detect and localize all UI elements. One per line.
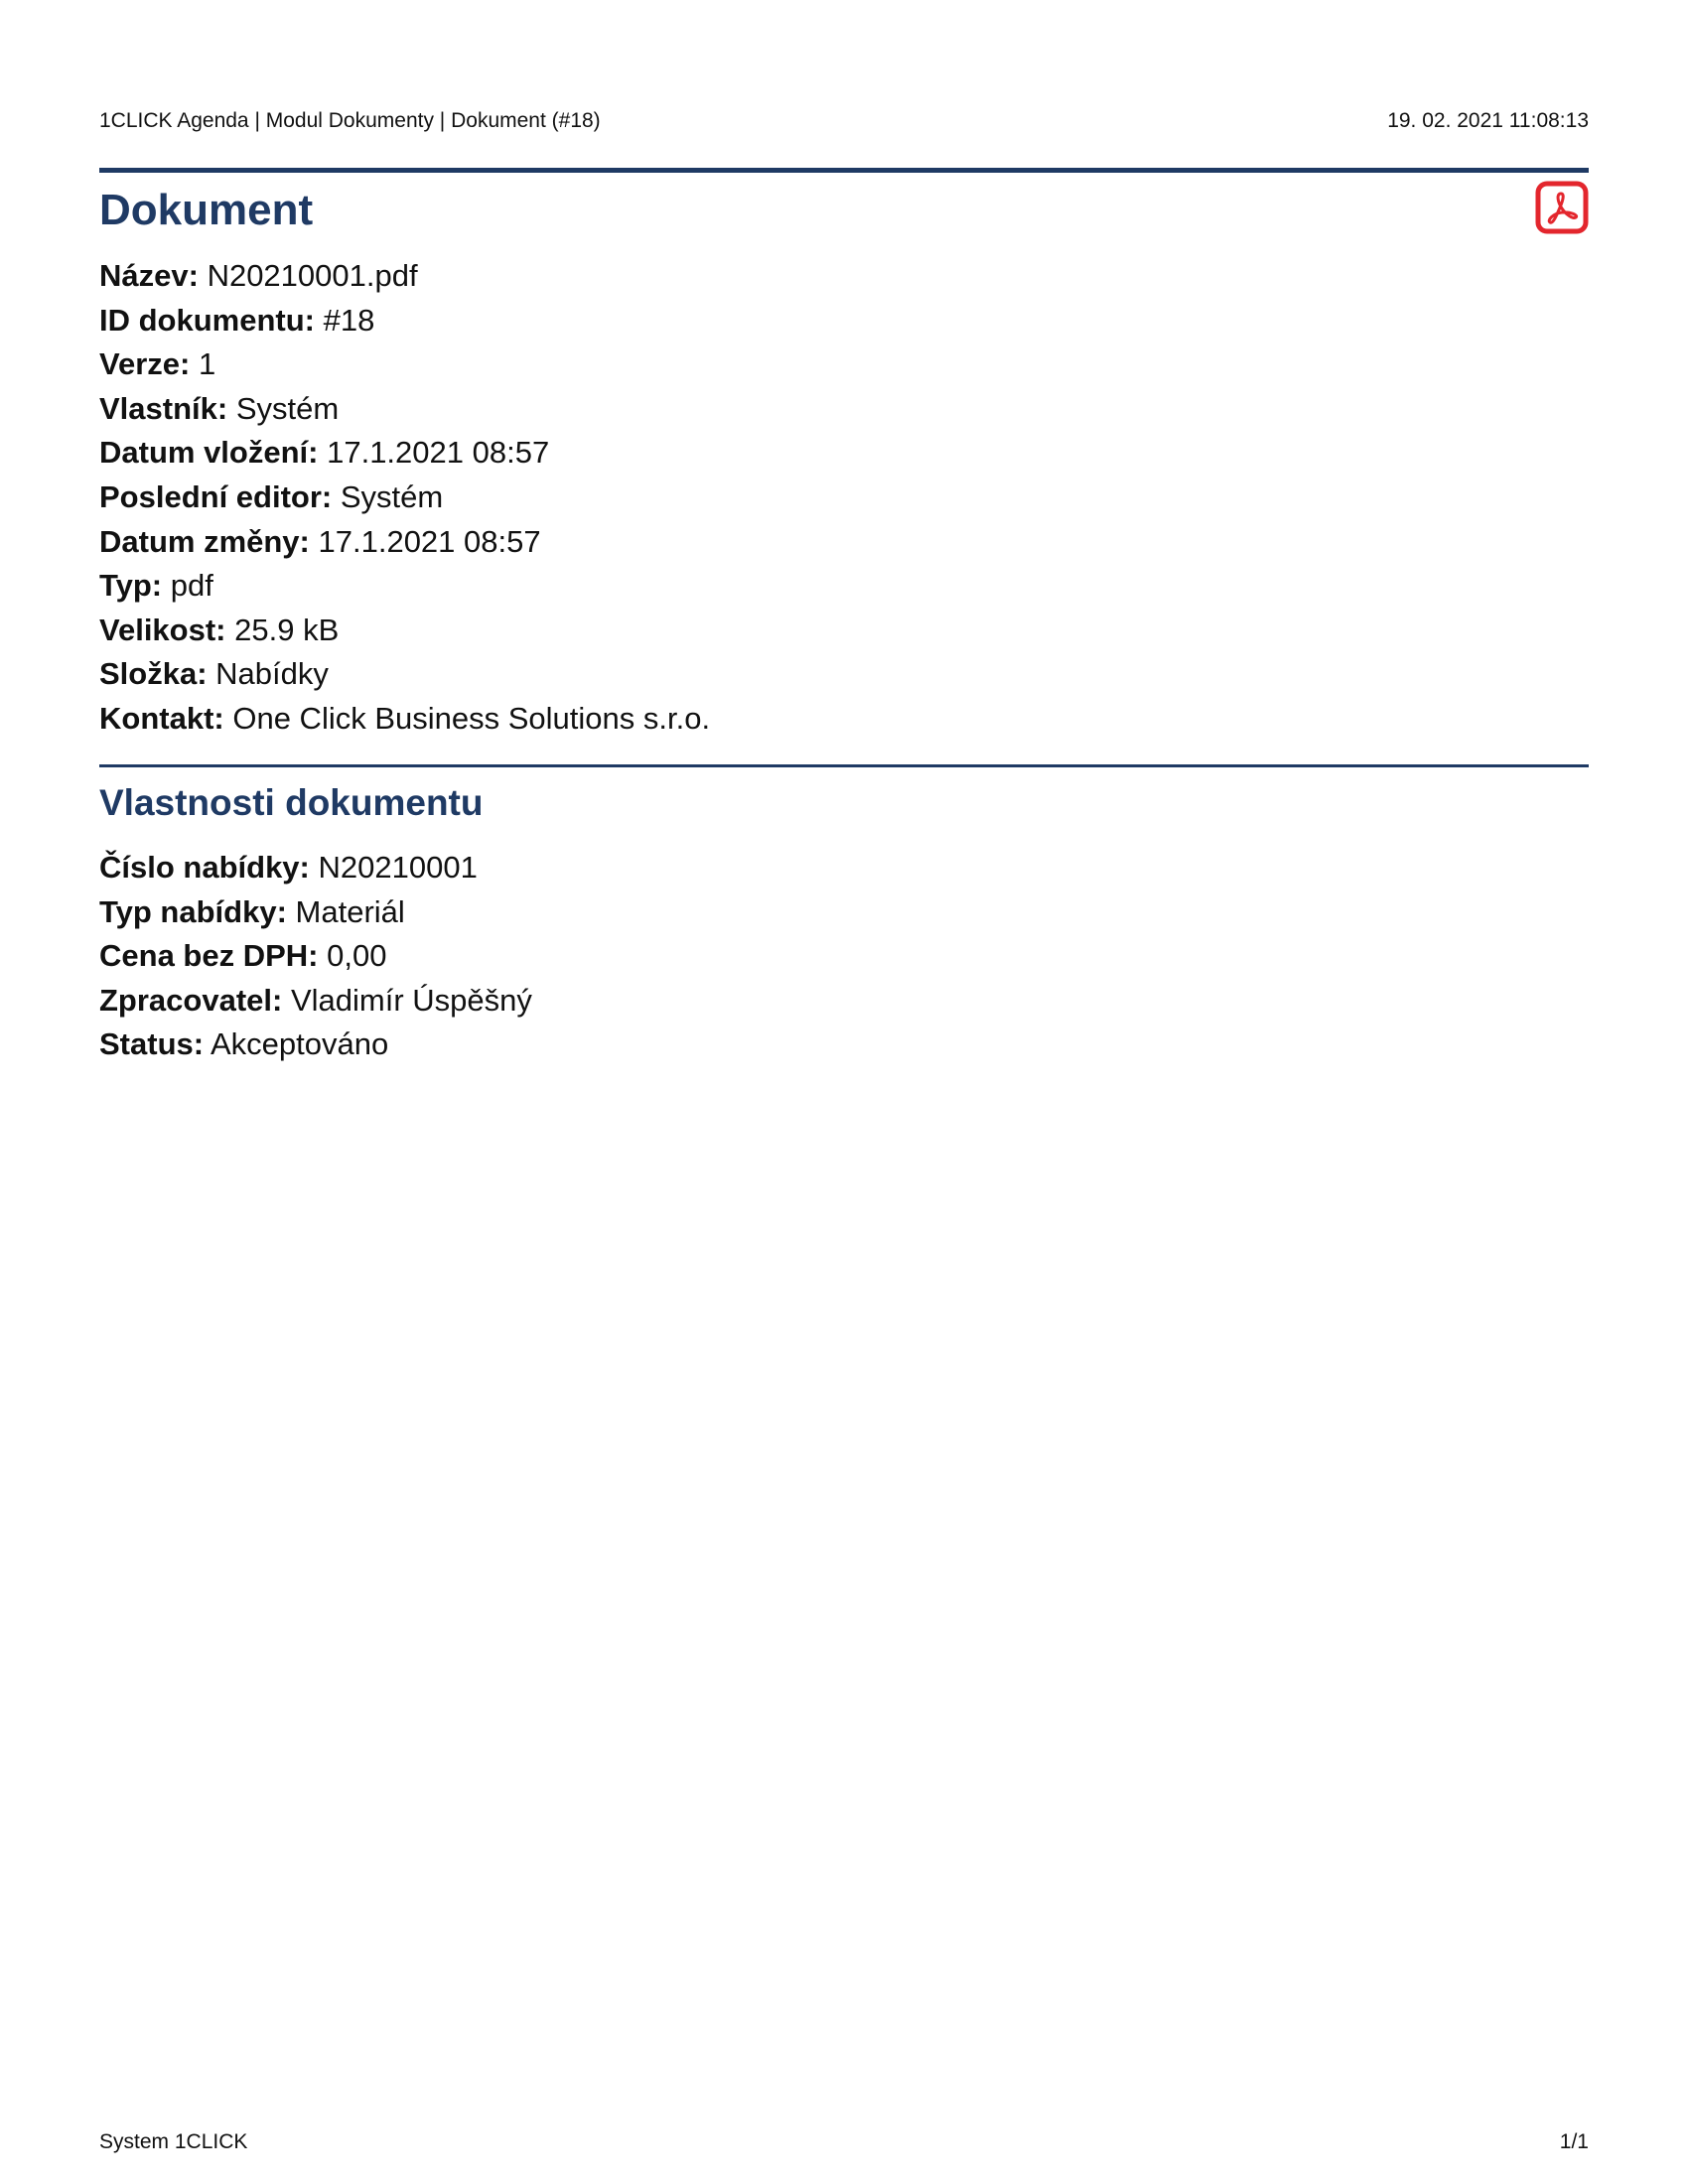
field-value: pdf [170, 568, 213, 604]
pdf-icon [1535, 181, 1589, 234]
field-value: 17.1.2021 08:57 [318, 523, 541, 559]
field-row-folder [99, 652, 710, 697]
page-title: Dokument [99, 186, 314, 234]
field-value: N20210001 [318, 850, 478, 885]
field-row-offer-number [99, 846, 532, 890]
field-label: Kontakt: [99, 700, 224, 736]
field-label: Velikost: [99, 612, 226, 647]
field-label: ID dokumentu: [99, 302, 315, 338]
field-row-status [99, 1023, 532, 1067]
page-header [99, 107, 1589, 135]
field-label: Cena bez DPH: [99, 938, 319, 974]
page-number: 1/1 [1559, 2130, 1589, 2153]
field-row-type [99, 564, 710, 609]
print-timestamp: 19. 02. 2021 11:08:13 [1387, 109, 1589, 132]
field-value: N20210001.pdf [207, 258, 418, 293]
section-title: Vlastnosti dokumentu [99, 782, 484, 823]
field-row-id [99, 299, 710, 343]
field-value: Systém [340, 478, 444, 514]
field-value: #18 [323, 302, 375, 338]
field-row-processor [99, 979, 532, 1024]
field-row-owner [99, 387, 710, 432]
field-row-price [99, 934, 532, 979]
field-label: Název: [99, 258, 199, 293]
field-value: 17.1.2021 08:57 [327, 435, 550, 471]
field-label: Složka: [99, 656, 208, 692]
breadcrumb: 1CLICK Agenda | Modul Dokumenty | Dokument (#18) [99, 109, 601, 132]
field-label: Zpracovatel: [99, 982, 283, 1018]
field-label: Číslo nabídky: [99, 850, 310, 885]
field-label: Vlastník: [99, 390, 228, 426]
document-fields [99, 254, 710, 742]
field-label: Status: [99, 1026, 205, 1062]
field-label: Datum vložení: [99, 435, 319, 471]
field-row-contact [99, 697, 710, 742]
footer-system: System 1CLICK [99, 2130, 248, 2153]
field-value: One Click Business Solutions s.r.o. [232, 700, 711, 736]
field-label: Datum změny: [99, 523, 310, 559]
field-value: Vladimír Úspěšný [290, 982, 532, 1018]
field-label: Poslední editor: [99, 478, 333, 514]
field-row-version [99, 342, 710, 387]
field-row-modified [99, 520, 710, 565]
field-value: Materiál [295, 893, 405, 929]
field-row-last-editor [99, 476, 710, 520]
top-divider [99, 168, 1589, 173]
field-value: 1 [198, 346, 216, 382]
field-value: 25.9 kB [234, 612, 340, 647]
field-row-created [99, 431, 710, 476]
field-row-size [99, 609, 710, 653]
field-value: 0,00 [327, 938, 387, 974]
field-value: Nabídky [215, 656, 329, 692]
field-row-offer-type [99, 890, 532, 935]
field-row-name [99, 254, 710, 299]
field-value: Systém [235, 390, 340, 426]
field-label: Typ: [99, 568, 163, 604]
property-fields [99, 846, 532, 1067]
section-divider [99, 764, 1589, 767]
field-label: Verze: [99, 346, 191, 382]
field-value: Akceptováno [210, 1026, 389, 1062]
field-label: Typ nabídky: [99, 893, 287, 929]
page-footer [99, 2128, 1589, 2156]
